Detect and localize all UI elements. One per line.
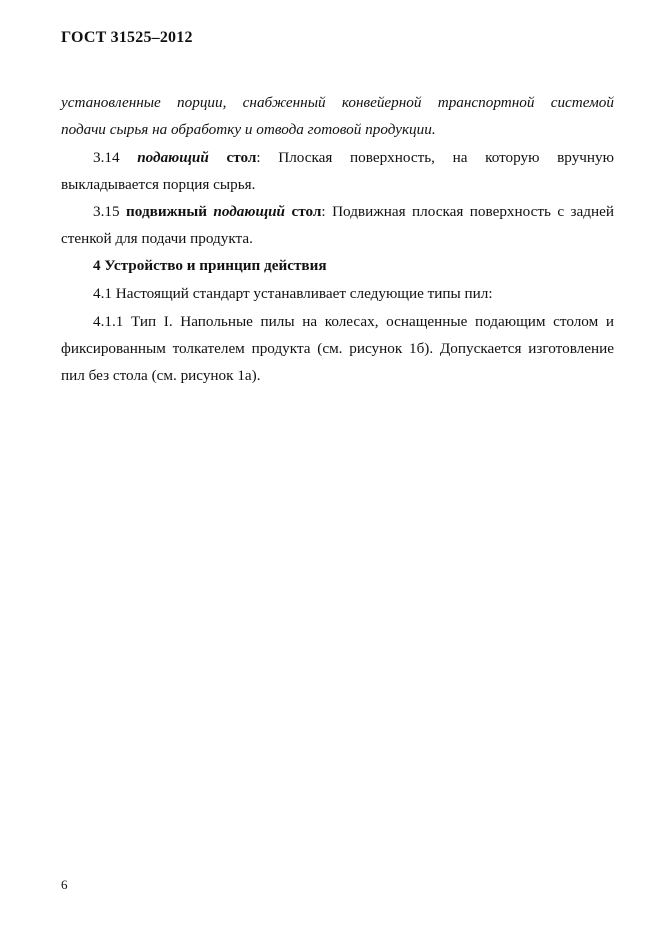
clause-number: 3.14 bbox=[93, 149, 120, 166]
colon: : bbox=[256, 149, 261, 166]
definition-3-14-line bbox=[93, 148, 614, 168]
page-number: 6 bbox=[61, 877, 68, 892]
paragraph-line: пил без стола (см. рисунок 1а). bbox=[61, 367, 261, 384]
definition-text: Подвижная плоская поверхность с задней bbox=[332, 203, 615, 220]
paragraph-line: подачи сырья на обработку и отвода готовой продукции. bbox=[61, 121, 436, 138]
clause-number: 3.15 bbox=[93, 203, 120, 220]
term-bold: стол bbox=[226, 149, 257, 166]
paragraph-line: стенкой для подачи продукта. bbox=[61, 230, 253, 247]
colon: : bbox=[321, 203, 326, 220]
term-bold: подвижный bbox=[126, 203, 207, 220]
term-italic: подающий bbox=[213, 203, 286, 220]
section-heading: 4 Устройство и принцип действия bbox=[93, 257, 327, 274]
paragraph-line: фиксированным толкателем продукта (см. рисунок 1б). Допускается изготовление bbox=[61, 340, 614, 357]
paragraph-line: выкладывается порция сырья. bbox=[61, 176, 256, 193]
paragraph-line: 4.1.1 Тип I. Напольные пилы на колесах, оснащенные подающим столом и bbox=[93, 313, 614, 330]
definition-3-15-line bbox=[93, 202, 614, 222]
paragraph-line: 4.1 Настоящий стандарт устанавливает следующие типы пил: bbox=[93, 285, 493, 302]
definition-text: Плоская поверхность, на которую вручную bbox=[278, 149, 614, 166]
document-code-header: ГОСТ 31525–2012 bbox=[61, 29, 193, 46]
term-italic: подающий bbox=[137, 149, 209, 166]
term-bold: стол bbox=[291, 203, 322, 220]
paragraph-line: установленные порции, снабженный конвейерной транспортной системой bbox=[61, 94, 614, 111]
